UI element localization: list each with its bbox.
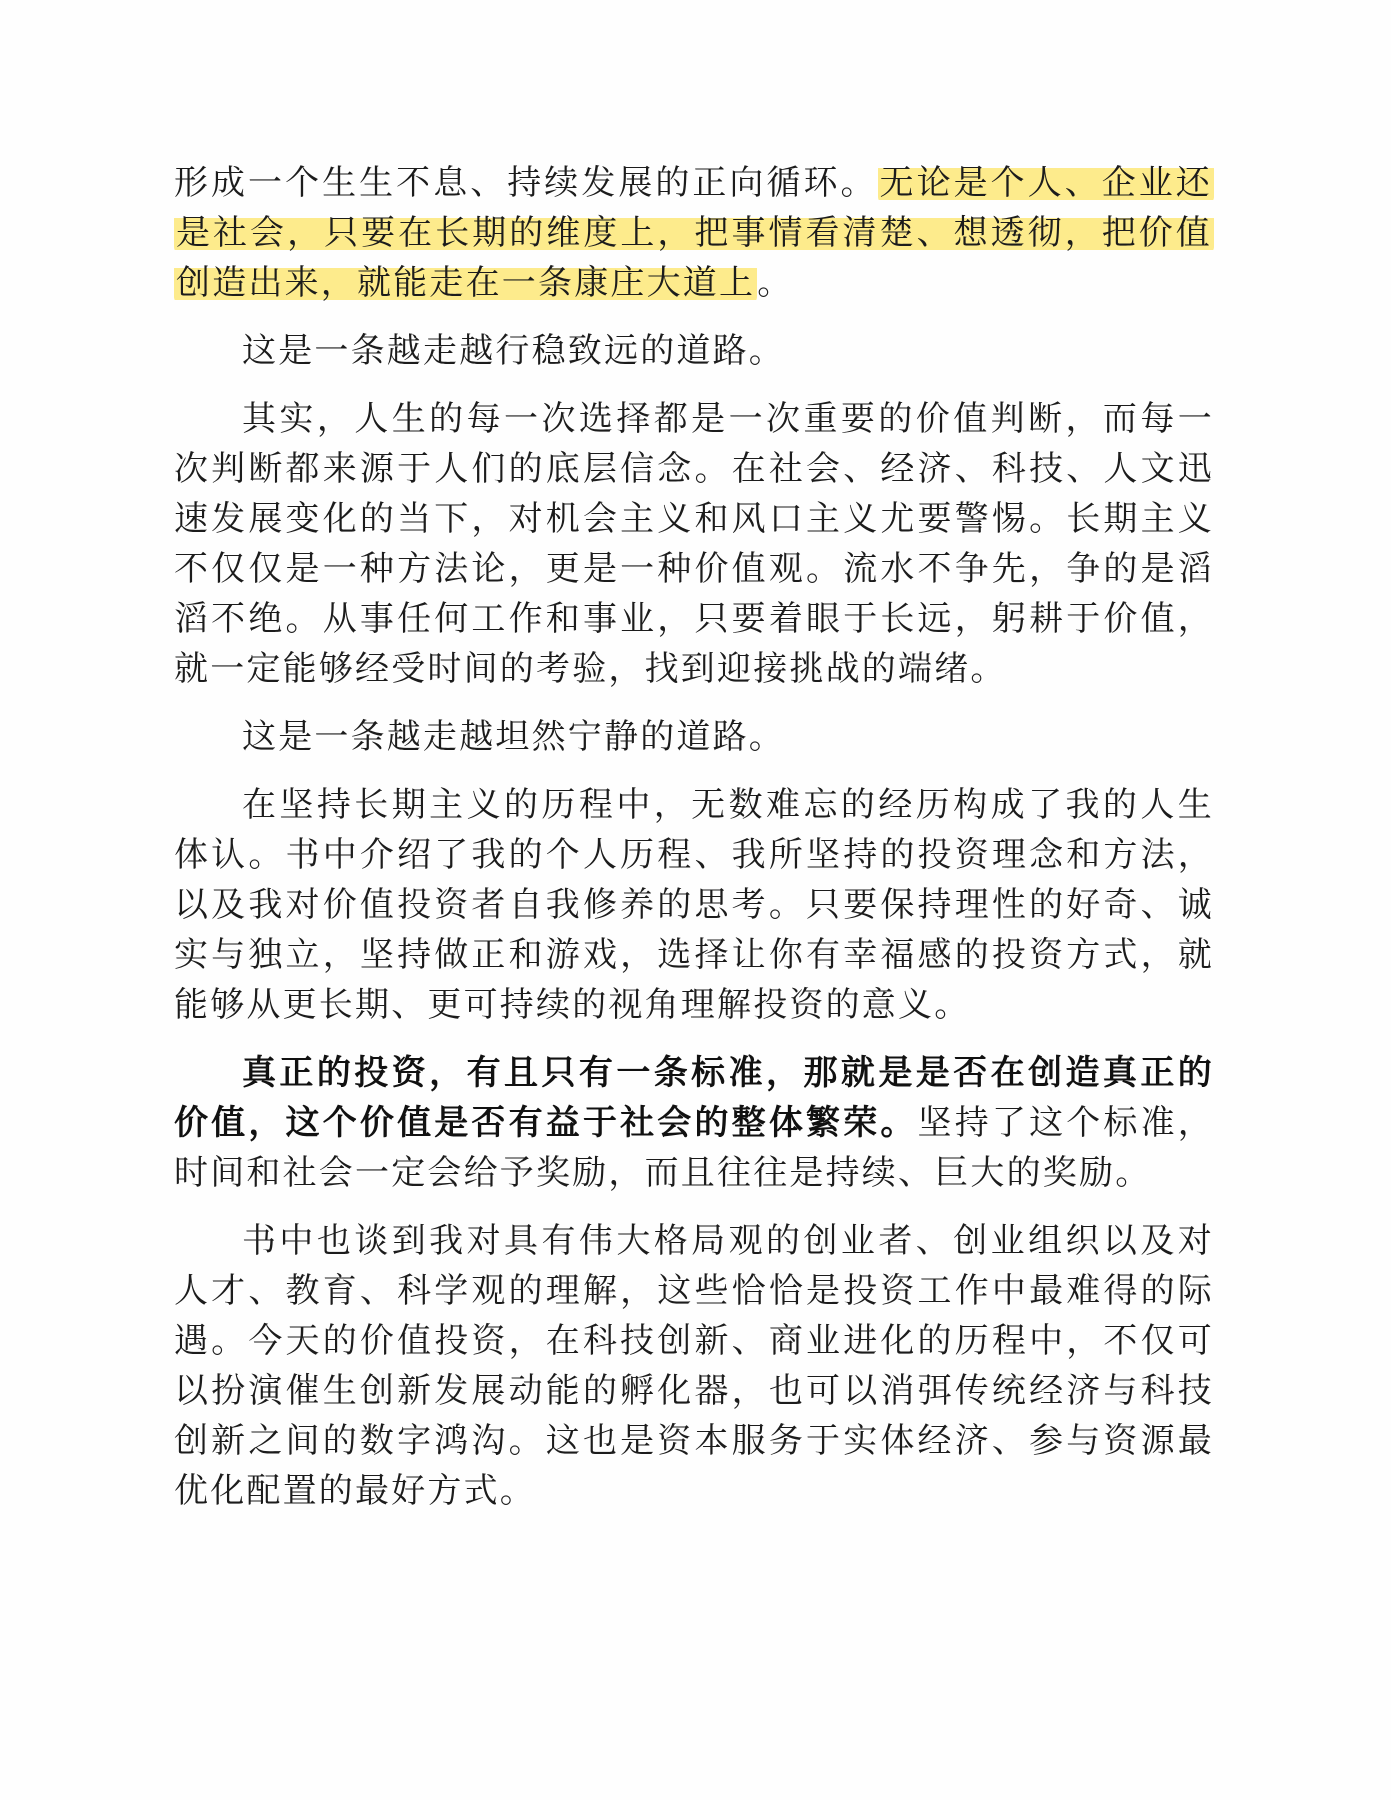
paragraph-1 [174, 158, 1214, 308]
paragraph-text: 在坚持长期主义的历程中，无数难忘的经历构成了我的人生体认。书中介绍了我的个人历程、我所坚持的投资理念和方法，以及我对价值投资者自我修养的思考。只要保持理性的好奇、诚实与独立，坚持做正和游戏，选择让你有幸福感的投资方式，就能够从更长期、更可持续的视角理解投资的意义。 [174, 785, 1214, 1025]
paragraph-7 [174, 1216, 1214, 1516]
paragraph-text: 其实，人生的每一次选择都是一次重要的价值判断，而每一次判断都来源于人们的底层信念。在社会、经济、科技、人文迅速发展变化的当下，对机会主义和风口主义尤要警惕。长期主义不仅仅是一种方法论，更是一种价值观。流水不争先，争的是滔滔不绝。从事任何工作和事业，只要着眼于长远，躬耕于价值，就一定能够经受时间的考验，找到迎接挑战的端绪。 [174, 399, 1214, 689]
paragraph-text: 这是一条越走越行稳致远的道路。 [242, 331, 785, 371]
paragraph-text: 形成一个生生不息、持续发展的正向循环。 [174, 163, 878, 203]
paragraph-2 [174, 326, 1214, 376]
paragraph-text: 坚持了这个标准，时间和社会一定会给予奖励，而且往往是持续、巨大的奖励。 [174, 1103, 1214, 1193]
paragraph-5 [174, 780, 1214, 1030]
bold-text: 真正的投资，有且只有一条标准，那就是是否在创造真正的价值，这个价值是否有益于社会的整体繁荣。 [174, 1053, 1214, 1143]
highlighted-text: 无论是个人、企业还是社会，只要在长期的维度上，把事情看清楚、想透彻，把价值创造出来，就能走在一条康庄大道上 [176, 163, 1212, 303]
paragraph-3 [174, 394, 1214, 694]
paragraph-text: 书中也谈到我对具有伟大格局观的创业者、创业组织以及对人才、教育、科学观的理解，这些恰恰是投资工作中最难得的际遇。今天的价值投资，在科技创新、商业进化的历程中，不仅可以扮演催生创新发展动能的孵化器，也可以消弭传统经济与科技创新之间的数字鸿沟。这也是资本服务于实体经济、参与资源最优化配置的最好方式。 [174, 1221, 1214, 1511]
paragraph-6 [174, 1048, 1214, 1198]
body-text [174, 158, 1214, 1534]
paragraph-text: 这是一条越走越坦然宁静的道路。 [242, 717, 785, 757]
paragraph-text: 。 [757, 263, 794, 303]
paragraph-4 [174, 712, 1214, 762]
